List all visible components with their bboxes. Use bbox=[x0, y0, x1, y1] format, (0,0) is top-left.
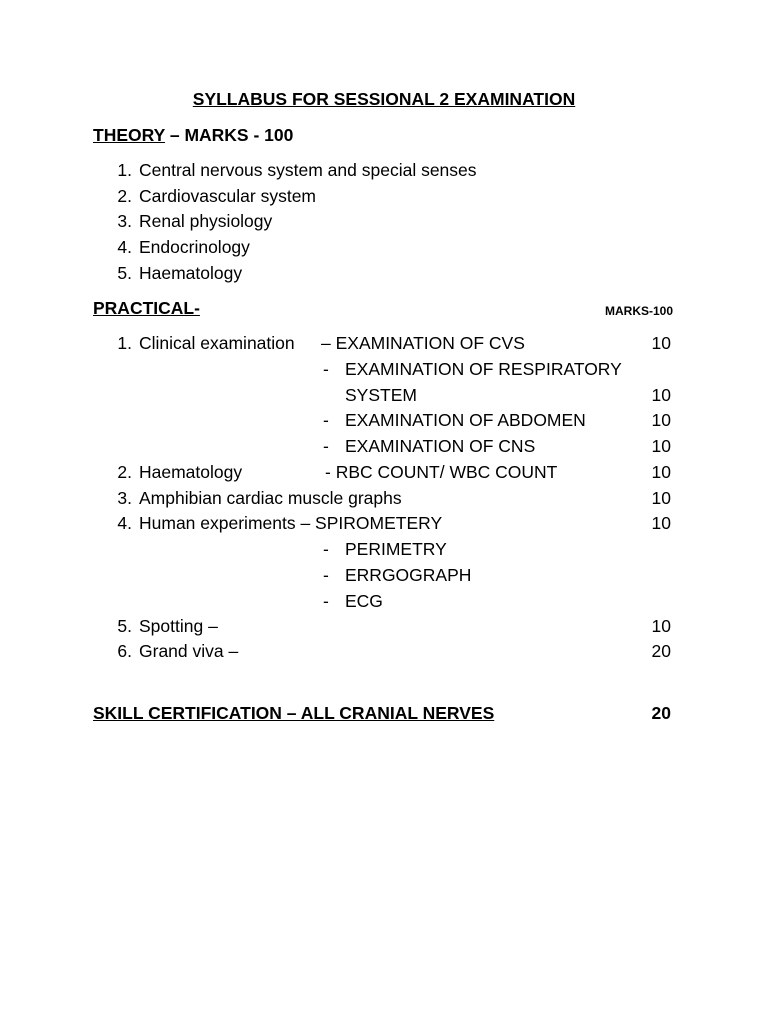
list-item-number: 3. bbox=[117, 211, 132, 231]
list-item-number: 1. bbox=[117, 333, 132, 353]
list-item-detail: - RBC COUNT/ WBC COUNT bbox=[325, 462, 558, 482]
list-item: Spotting – bbox=[139, 616, 218, 636]
list-item-number: 4. bbox=[117, 237, 132, 257]
list-item-dash: - bbox=[323, 565, 329, 585]
list-item-number: 3. bbox=[117, 488, 132, 508]
list-item: Haematology bbox=[139, 462, 243, 482]
list-item-number: 2. bbox=[117, 462, 132, 482]
list-item-marks: 10 bbox=[651, 385, 671, 405]
list-item-number: 5. bbox=[117, 616, 132, 636]
list-item: Renal physiology bbox=[139, 211, 273, 231]
theory-marks: – MARKS - 100 bbox=[169, 125, 294, 145]
list-item-dash: - bbox=[323, 359, 329, 379]
theory-heading bbox=[93, 127, 293, 145]
list-item: Grand viva – bbox=[139, 641, 239, 661]
list-item-dash: - bbox=[323, 591, 329, 611]
list-item-marks: 20 bbox=[651, 641, 671, 661]
list-item-marks: 10 bbox=[651, 436, 671, 456]
list-item: Amphibian cardiac muscle graphs bbox=[139, 488, 402, 508]
list-item: Endocrinology bbox=[139, 237, 250, 257]
list-item-number: 1. bbox=[117, 160, 132, 180]
list-item-detail: PERIMETRY bbox=[345, 539, 447, 559]
list-item-marks: 10 bbox=[651, 462, 671, 482]
list-item: Cardiovascular system bbox=[139, 186, 316, 206]
list-item-detail: – EXAMINATION OF CVS bbox=[321, 333, 525, 353]
practical-marks: MARKS-100 bbox=[604, 304, 673, 318]
list-item-marks: 10 bbox=[651, 488, 671, 508]
list-item: Central nervous system and special senses bbox=[139, 160, 477, 180]
list-item-dash: - bbox=[323, 410, 329, 430]
list-item-detail: EXAMINATION OF CNS bbox=[345, 436, 536, 456]
list-item-marks: 10 bbox=[651, 333, 671, 353]
skill-certification: SKILL CERTIFICATION – ALL CRANIAL NERVES bbox=[93, 703, 495, 723]
page-title: SYLLABUS FOR SESSIONAL 2 EXAMINATION bbox=[192, 89, 576, 109]
list-item-number: 4. bbox=[117, 513, 132, 533]
list-item-number: 2. bbox=[117, 186, 132, 206]
list-item-detail: ERRGOGRAPH bbox=[345, 565, 472, 585]
list-item: Haematology bbox=[139, 263, 243, 283]
practical-heading: PRACTICAL- bbox=[93, 298, 200, 318]
list-item-detail: EXAMINATION OF ABDOMEN bbox=[345, 410, 586, 430]
list-item-dash: - bbox=[323, 436, 329, 456]
list-item-detail: SYSTEM bbox=[345, 385, 417, 405]
list-item-dash: - bbox=[323, 539, 329, 559]
theory-label: THEORY bbox=[93, 125, 165, 145]
list-item-detail: EXAMINATION OF RESPIRATORY bbox=[345, 359, 622, 379]
list-item-number: 6. bbox=[117, 641, 132, 661]
list-item-marks: 10 bbox=[651, 616, 671, 636]
skill-marks: 20 bbox=[651, 703, 671, 723]
list-item-detail: ECG bbox=[345, 591, 383, 611]
list-item-number: 5. bbox=[117, 263, 132, 283]
list-item-marks: 10 bbox=[651, 513, 671, 533]
list-item-marks: 10 bbox=[651, 410, 671, 430]
list-item: Human experiments – SPIROMETERY bbox=[139, 513, 443, 533]
list-item: Clinical examination bbox=[139, 333, 295, 353]
